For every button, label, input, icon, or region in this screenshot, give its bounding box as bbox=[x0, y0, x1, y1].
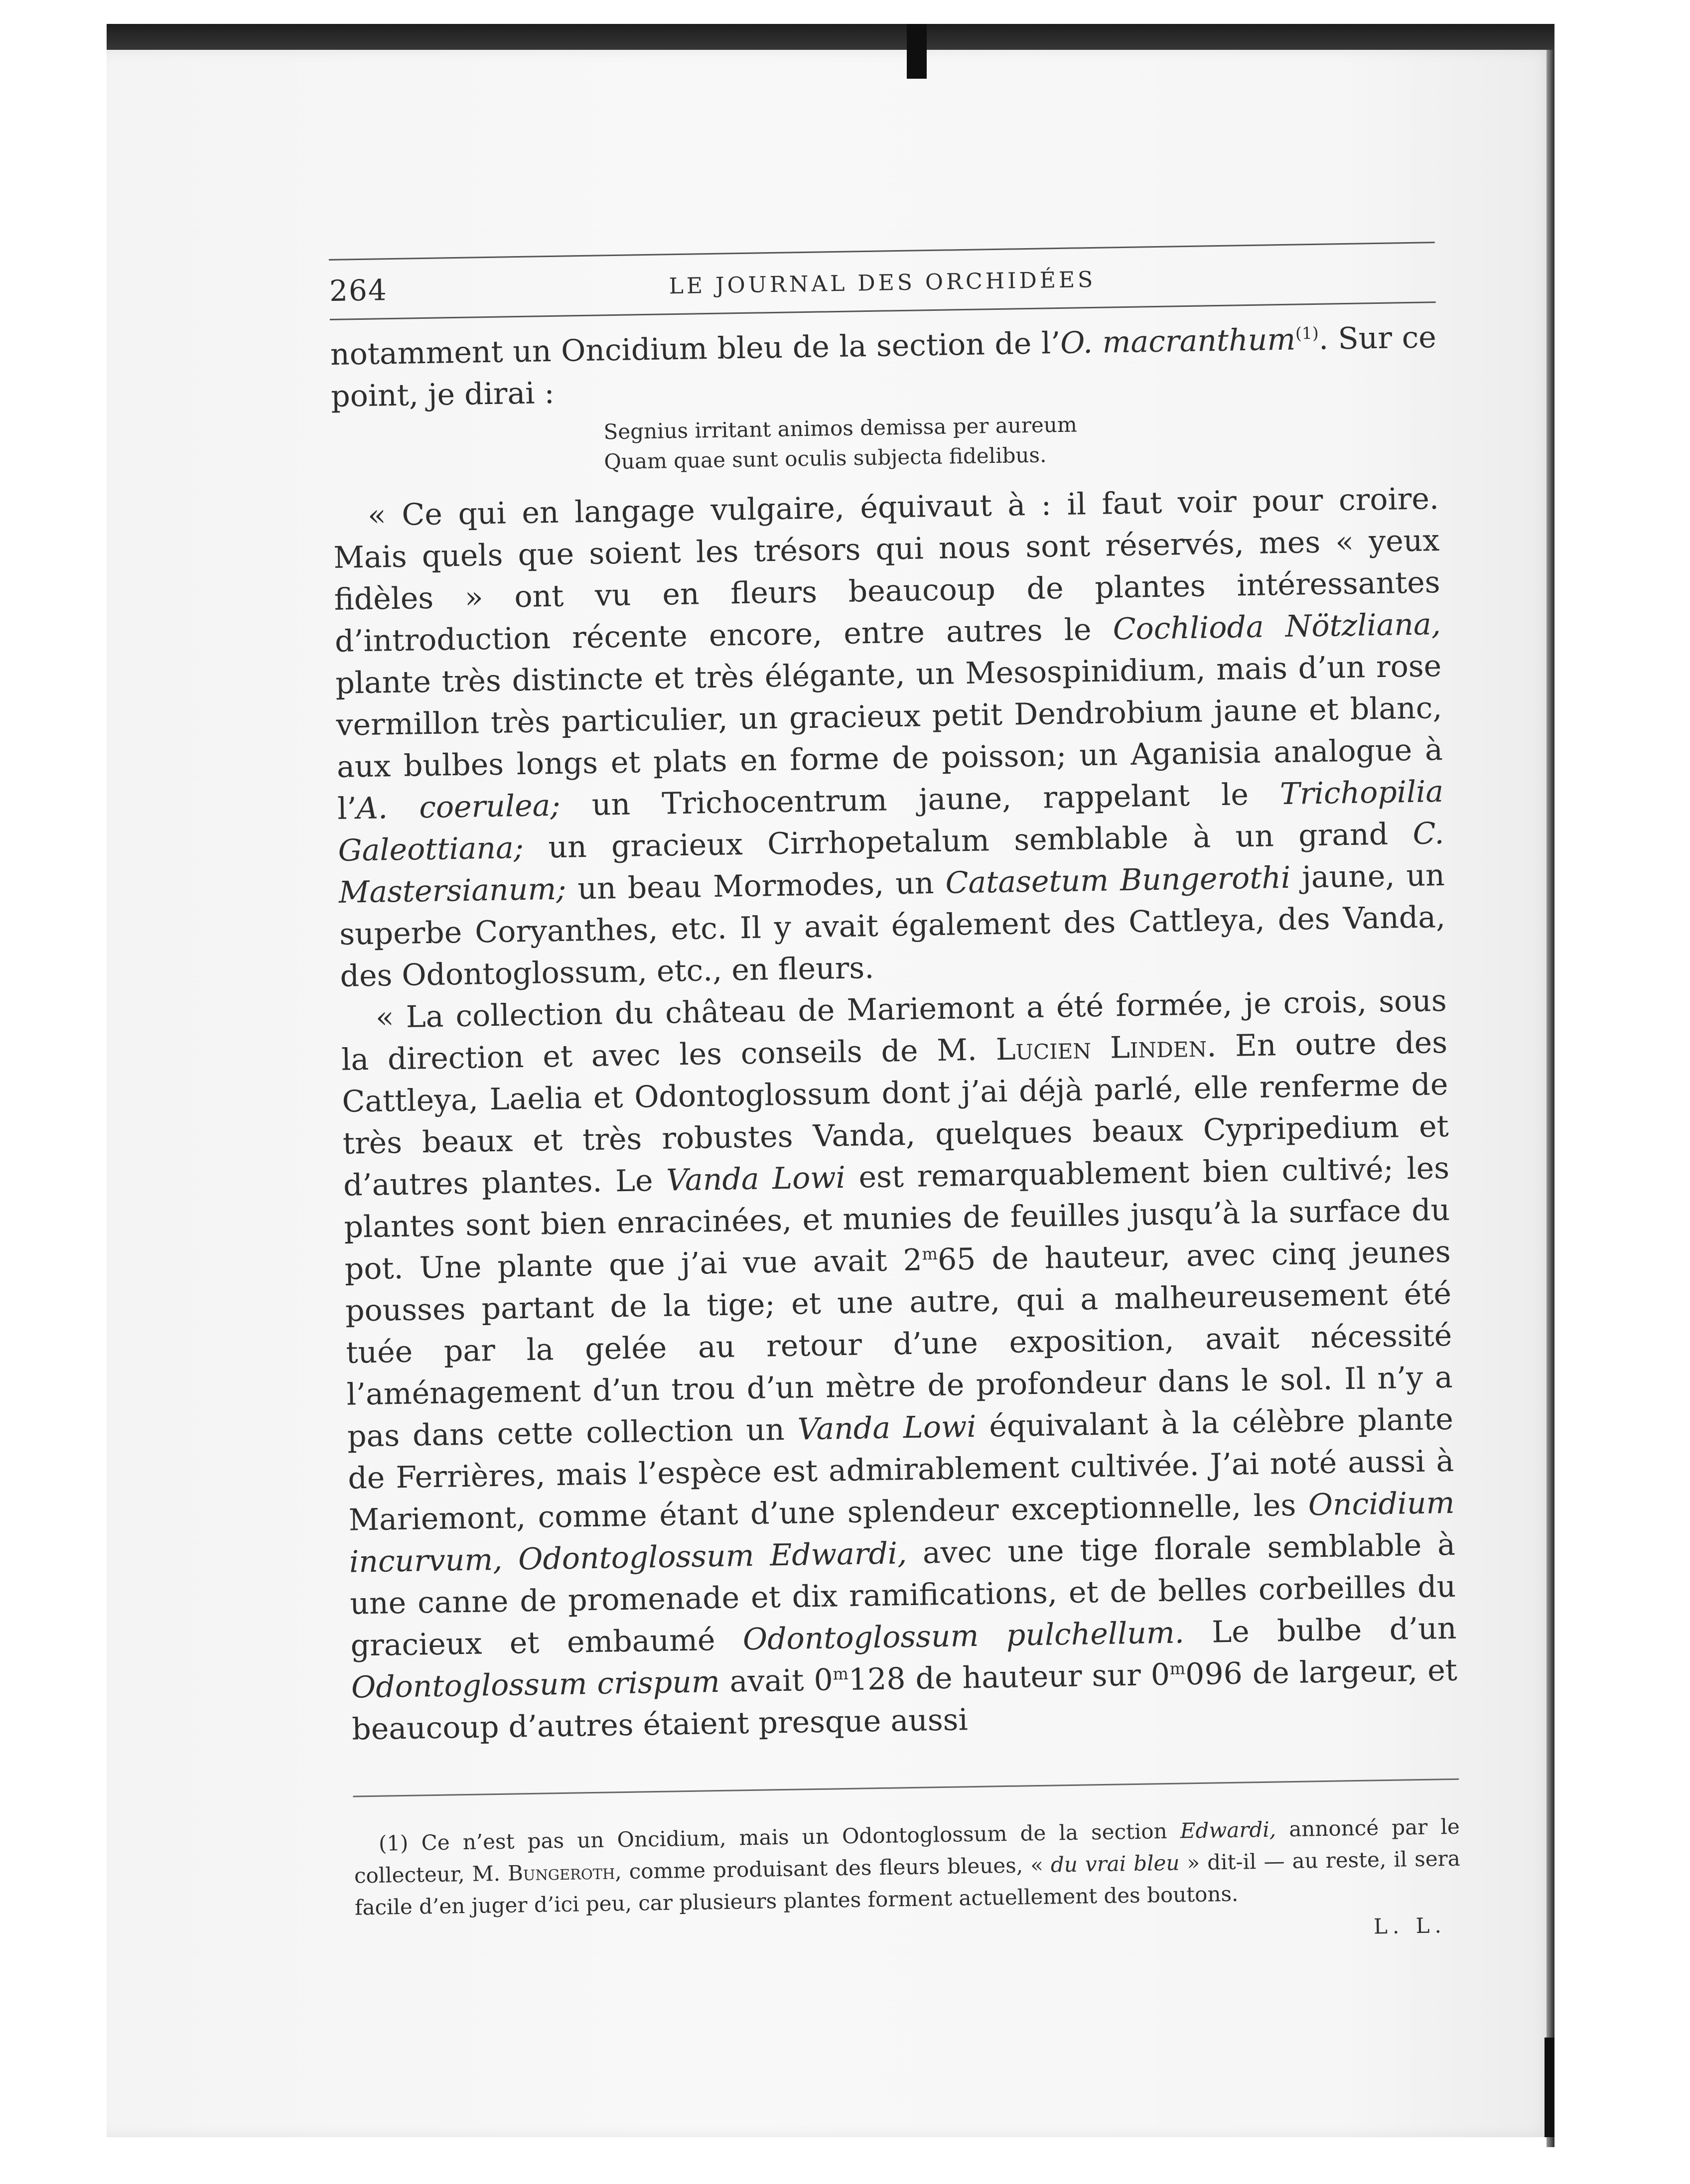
text-run: avait 0 bbox=[719, 1662, 834, 1700]
page-number: 264 bbox=[329, 273, 388, 308]
text-run: « Ce qui en langage vulgaire, équivaut à : il faut voir pour croire. Mais quels que soient les trésors qui nous sont réservés, mes « yeux fidèles » ont vu en fleurs beaucoup de plantes intéressantes d’introduction récente encore, entre autres le bbox=[333, 481, 1441, 659]
body-text bbox=[330, 316, 1458, 1751]
paragraph-3 bbox=[340, 980, 1458, 1751]
text-run: avec une tige florale semblable à une canne de promenade et dix ramifications, et de belles corbeilles du gracieux et embaumé bbox=[349, 1527, 1456, 1663]
text-run: un Trichocentrum jaune, rappelant le bbox=[560, 777, 1280, 823]
italic-run: Edwardi, bbox=[1180, 1817, 1276, 1843]
scanner-bottom-right-edge bbox=[1545, 2038, 1554, 2137]
latin-verse bbox=[331, 404, 1438, 481]
text-run: équivalant à la célèbre plante de Ferrières, mais l’espèce est admirablement cultivée. J’ai noté aussi à Mariemont, comme étant d’une splendeur exceptionnelle, les bbox=[347, 1401, 1454, 1538]
italic-run: Cochlioda Nötzliana, bbox=[1113, 607, 1441, 647]
text-run: 128 de hauteur sur 0 bbox=[848, 1657, 1170, 1697]
italic-run: O. macranthum bbox=[1060, 322, 1296, 361]
text-run: (1) Ce n’est pas un Oncidium, mais un Odontoglossum de la section bbox=[378, 1818, 1181, 1856]
text-run: jaune, un superbe Coryanthes, etc. Il y avait également des Cattleya, des Vanda, des Odontoglossum, etc., en fleurs. bbox=[339, 857, 1446, 994]
italic-run: Trichopilia Galeottiana; bbox=[338, 774, 1444, 868]
scanner-right-edge bbox=[1547, 50, 1554, 2147]
unit-superscript: m bbox=[1169, 1658, 1186, 1678]
text-run: « La collection du château de Mariemont a été formée, je crois, sous la direction et avec les conseils de M. bbox=[341, 983, 1447, 1078]
text-run: est remarquablement bien cultivé; les plantes sont bien enracinées, et munies de feuilles jusqu’à la surface du pot. Une plante que j’ai vue avait 2 bbox=[343, 1150, 1450, 1287]
text-run: plante très distincte et très élégante, un Mesospinidium, mais d’un rose vermillon très particulier, un gracieux petit Dendrobium jaune et blanc, aux bulbes longs et plats en forme de poisson; un Aganisia analogue à l’ bbox=[335, 649, 1443, 826]
text-run: un beau Mormodes, un bbox=[565, 865, 946, 907]
text-run: , comme produisant des fleurs bleues, « bbox=[614, 1852, 1051, 1884]
text-run: . Sur ce point, je dirai : bbox=[330, 320, 1437, 414]
text-run: notamment un Oncidium bleu de la section de l’ bbox=[330, 325, 1061, 372]
italic-run: Odontoglossum crispum bbox=[351, 1664, 720, 1705]
italic-run: Catasetum Bungerothi bbox=[945, 860, 1291, 901]
italic-run: Odontoglossum pulchellum. bbox=[742, 1615, 1185, 1657]
signature-initials: L. L. bbox=[1373, 1913, 1447, 1939]
footnote-ref: (1) bbox=[1295, 323, 1319, 343]
scanner-top-notch bbox=[907, 24, 927, 79]
italic-run: C. Mastersianum; bbox=[338, 816, 1444, 910]
footnote bbox=[353, 1811, 1461, 1924]
italic-run: A. coerulea; bbox=[356, 788, 561, 826]
text-run: 65 de hauteur, avec cinq jeunes pousses partant de la tige; et une autre, qui a malheureusement été tuée par la gelée au retour d’une exposition, avait nécessité l’aménagement d’un trou d’un mètre de profondeur dans le sol. Il n’y a pas dans cette collection un bbox=[345, 1234, 1453, 1454]
text-run: . En outre des Cattleya, Laelia et Odontoglossum dont j’ai déjà parlé, elle renferme de très beaux et très robustes Vanda, quelques beaux Cypripedium et d’autres plantes. Le bbox=[342, 1025, 1449, 1203]
verse-line-2: Quam quae sunt oculis subjecta fidelibus. bbox=[604, 442, 1047, 474]
small-caps-run: Lucien Linden bbox=[995, 1029, 1207, 1068]
italic-run: Oncidium incurvum, Odontoglossum Edwardi, bbox=[349, 1485, 1455, 1580]
unit-superscript: m bbox=[922, 1244, 938, 1264]
footnote-text bbox=[353, 1811, 1461, 1924]
running-title: LE JOURNAL DES ORCHIDÉES bbox=[669, 267, 1096, 299]
italic-run: du vrai bleu bbox=[1050, 1850, 1180, 1877]
paragraph-2 bbox=[332, 478, 1446, 997]
unit-superscript: m bbox=[833, 1663, 849, 1684]
text-run: » dit-il — au reste, il sera facile d’en juger d’ici peu, car plusieurs plantes forment actuellement des boutons. bbox=[354, 1846, 1461, 1920]
text-run: un gracieux Cirrhopetalum semblable à un grand bbox=[523, 816, 1413, 866]
italic-run: Vanda Lowi bbox=[797, 1409, 977, 1447]
paragraph-1 bbox=[330, 316, 1437, 417]
italic-run: Vanda Lowi bbox=[666, 1160, 846, 1198]
text-run: annoncé par le collecteur, M. bbox=[354, 1814, 1460, 1888]
small-caps-run: Bungeroth bbox=[507, 1859, 615, 1886]
verse-line-1: Segnius irritant animos demissa per aureum bbox=[603, 412, 1078, 444]
text-run: Le bulbe d’un bbox=[1184, 1611, 1457, 1650]
text-run: 096 de largeur, et beaucoup d’autres étaient presque aussi bbox=[351, 1652, 1458, 1747]
